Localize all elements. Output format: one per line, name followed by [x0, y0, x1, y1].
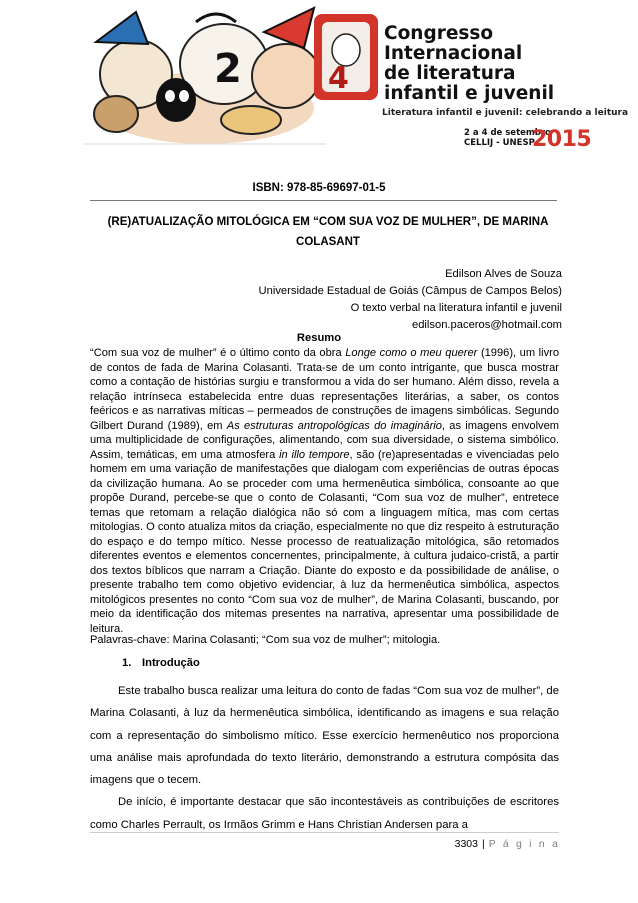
logo-number: 4	[328, 61, 349, 96]
body-text	[90, 680, 559, 836]
abstract-text	[90, 346, 559, 636]
author-group: O texto verbal na literatura infantil e juvenil	[350, 302, 562, 314]
abstract-part-4: , são (re)apresentadas e vivenciadas pelo homem em uma variação de manifestações que dialogam com experiências de outras épocas da civilização humana. Ao se proceder com uma hermenêutica simbólica, consoante ao que propõe Durand, percebe-se que o conto de Colasanti, “Com sua voz de mulher”, entretece temas que retomam a relação dialógica não só com a linguagem mítica, mas com certas mitologias. O conto atualiza mitos da criação, especialmente no que diz respeito à estruturação do espaço e do tempo mítico. Nesse processo de reatualização mitológica, são retomados diferentes eventos e elementos concernentes, principalmente, à cultura judaico-cristã, a partir dos textos bíblicos que narram a Criação. Diante do exposto e da possibilidade de análise, o presente trabalho tem como objetivo evidenciar, à luz da hermenêutica simbólica, aspectos mitológicos presentes no conto “Com sua voz de mulher”, de Marina Colasanti, buscando, por meio da identificação dos mitemas presentes na narrativa, apresentar uma possibilidade de leitura.	[90, 448, 559, 635]
footer-separator: |	[481, 838, 485, 850]
section-heading	[122, 657, 200, 669]
illustration-number: 2	[214, 46, 242, 92]
congress-title-line-3: de literatura	[384, 63, 516, 84]
author-block	[259, 266, 562, 334]
congress-year: 2015	[532, 127, 592, 152]
abstract-latin-phrase: in illo tempore	[279, 448, 350, 461]
body-paragraph-1: Este trabalho busca realizar uma leitura do conto de fadas “Com sua voz de mulher”, de Marina Colasanti, à luz da hermenêutica simbólica, identificando as imagens e sua relação com a representação do simbolismo mítico. Esse exercício hermenêutico nos proporciona uma análise mais aprofundada do texto literário, demonstrando a estrutura compósita das imagens que o tecem.	[90, 685, 559, 787]
page-number: 3303	[454, 838, 478, 850]
congress-title-line-2: Internacional	[384, 43, 523, 64]
congress-title-line-1: Congresso	[384, 23, 494, 44]
keywords: Palavras-chave: Marina Colasanti; “Com sua voz de mulher”; mitologia.	[90, 634, 441, 646]
congress-venue-line: CELLIJ - UNESP	[464, 138, 535, 148]
congress-date-line: 2 a 4 de setembro	[464, 128, 551, 138]
abstract-heading: Resumo	[296, 332, 342, 344]
paper-title: (RE)ATUALIZAÇÃO MITOLÓGICA EM “COM SUA VOZ DE MULHER”, DE MARINA COLASANT	[107, 216, 549, 248]
section-title: Introdução	[142, 657, 200, 669]
body-paragraph-2: De início, é importante destacar que são incontestáveis as contribuições de escritores como Charles Perrault, os Irmãos Grimm e Hans Christian Andersen para a	[90, 796, 559, 831]
footer-divider	[90, 832, 559, 833]
abstract-durand-title: As estruturas antropológicas do imaginário	[226, 419, 442, 432]
page-label: P á g i n a	[488, 838, 560, 850]
abstract-part-3: , as imagens envolvem uma multiplicidade de configurações, alimentando, com sua diversidade, o sistema simbólico. Assim, temáticas, em uma atmosfera	[90, 419, 560, 461]
abstract-book-title: Longe como o meu querer	[345, 347, 478, 359]
author-name: Edilson Alves de Souza	[445, 268, 562, 280]
page-footer	[455, 838, 560, 850]
abstract-part-2: (1996), um livro de contos de fada de Marina Colasanti. Trata-se de um conto intrigante, que busca mostrar como a contação de histórias surgiu e transformou a vida do ser humano. Além disso, revela a relação intrínseca estabelecida entre duas representações literárias, a saber, os contos feéricos e as narrativas míticas – permeados de construções de imagens simbólicas. Segundo Gilbert Durand (1989), em	[90, 347, 560, 432]
author-email: edilson.paceros@hotmail.com	[411, 319, 562, 331]
section-number: 1.	[122, 657, 132, 669]
author-institution: Universidade Estadual de Goiás (Câmpus de Campos Belos)	[258, 285, 562, 297]
congress-title-line-4: infantil e juvenil	[384, 83, 555, 104]
isbn: ISBN: 978-85-69697-01-5	[252, 182, 386, 194]
abstract-part-1: “Com sua voz de mulher” é o último conto da obra	[90, 347, 346, 359]
header-divider	[90, 200, 557, 201]
congress-subtitle: Literatura infantil e juvenil: celebrando a leitura	[382, 108, 629, 118]
congress-banner	[76, 4, 629, 152]
